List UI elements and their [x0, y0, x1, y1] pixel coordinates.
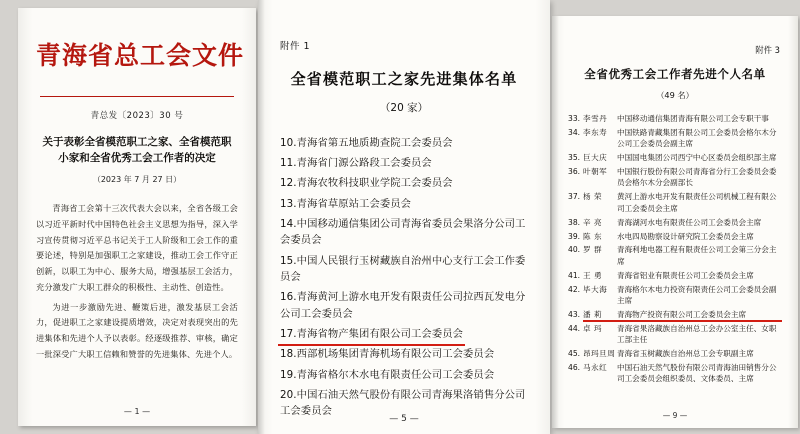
body-paragraph: 为进一步激励先进、鞭策后进，激发基层工会活力，促进职工之家建设提质增效，决定对表现突出的先进集体和先进个人予以表彰。经逐级推荐、审核，确定一批深受广大职工信赖和赞誉的先进集体、先进个人。	[36, 301, 238, 359]
left-document-page	[18, 8, 256, 426]
middle-page-title: 全省模范职工之家先进集体名单	[290, 70, 518, 88]
entry-person-name: 杨 荣	[583, 192, 603, 202]
right-page-title: 全省优秀工会工作者先进个人名单	[584, 67, 766, 81]
entry-organization: 中国铁路青藏集团有限公司工会委员会格尔木分公司工会委员会副主席	[617, 127, 777, 149]
entry-number: 43.	[568, 309, 581, 319]
list-item-label: 11.青海省门源公路段工会委员会	[280, 157, 432, 170]
right-document-page	[552, 16, 798, 428]
document-body	[36, 201, 238, 363]
entry-person-name: 毕大海	[583, 284, 608, 294]
entry-person-name: 辛 亮	[583, 217, 603, 227]
list-item	[280, 346, 528, 363]
entry-number: 39.	[568, 231, 581, 241]
masthead-divider	[40, 96, 234, 97]
table-row	[568, 362, 782, 385]
list-item	[280, 135, 528, 152]
entry-organization: 中国银行股份有限公司青海省分行工会委员会委员会格尔木分会副部长	[617, 167, 777, 188]
entry-organization: 青海省果洛藏族自治州总工会办公室主任、女职工部主任	[617, 323, 777, 345]
middle-page-number: — 5 —	[389, 414, 419, 424]
entry-organization: 青海湖河水电有限责任公司工会委员会主席	[617, 217, 762, 227]
table-row	[568, 152, 782, 163]
list-item-label: 16.青海黄河上游水电开发有限责任公司拉西瓦发电分公司工会委员会	[280, 291, 526, 321]
entry-person-name: 叶朝军	[583, 167, 608, 177]
middle-document-page	[258, 0, 550, 434]
entry-organization: 青海省铝业有限责任公司工会委员会主席	[617, 270, 754, 280]
middle-page-subtitle: （20 家）	[379, 102, 429, 114]
document-number: 青总发〔2023〕30 号	[90, 110, 184, 121]
list-item-label: 13.青海省草原站工会委员会	[280, 197, 412, 210]
entry-person-name: 巨大庆	[583, 153, 608, 163]
document-title-line-1: 关于表彰全省模范职工之家、全省模范职	[42, 135, 232, 148]
red-underline-mark	[617, 320, 782, 321]
entry-organization: 中国移动通信集团青海有限公司工会专职干事	[617, 114, 769, 123]
list-item-label: 14.中国移动通信集团公司青海省委员会果洛分公司工会委员会	[280, 217, 526, 247]
collective-honor-list	[280, 135, 528, 420]
list-item-label: 15.中国人民银行玉树藏族自治州中心支行工会工作委员会	[280, 254, 526, 284]
list-item-label: 17.青海省物产集团有限公司工会委员会	[280, 326, 463, 343]
list-item-label: 10.青海省第五地质勘查院工会委员会	[280, 137, 453, 149]
list-item	[280, 175, 528, 192]
entry-person-name: 李东寿	[583, 127, 608, 137]
masthead-title: 青海省总工会文件	[36, 41, 245, 70]
list-item	[280, 196, 528, 213]
individual-honor-list	[568, 113, 782, 385]
entry-number: 42.	[568, 284, 581, 294]
entry-organization: 水电四局勘察设计研究院工会委员会主席	[617, 231, 754, 241]
entry-organization: 青海省玉树藏族自治州总工会专职副主席	[617, 349, 754, 359]
attachment-label: 附件 1	[280, 41, 311, 52]
entry-organization: 青海利地电器工程有限责任公司工会第三分会主席	[617, 245, 777, 266]
table-row	[568, 270, 782, 281]
entry-person-name: 潘 莉	[583, 309, 617, 320]
entry-number: 44.	[568, 323, 581, 333]
list-item	[280, 253, 528, 286]
entry-organization: 青海物产投资有限公司工会委员会主席	[617, 309, 782, 320]
document-date: （2023 年 7 月 27 日）	[92, 175, 182, 185]
list-item-label: 12.青海农牧科技职业学院工会委员会	[280, 177, 453, 190]
entry-person-name: 陈 东	[583, 231, 603, 241]
entry-organization: 黄河上游水电开发有限责任公司机械工程有限公司工会委员会主席	[617, 192, 777, 213]
list-item	[280, 289, 528, 322]
table-row	[568, 166, 782, 189]
document-title	[36, 134, 238, 167]
list-item	[280, 367, 528, 384]
list-item	[280, 216, 528, 249]
entry-number: 40.	[568, 245, 581, 255]
entry-person-name: 李雪丹	[583, 114, 608, 123]
entry-number: 37.	[568, 192, 581, 202]
list-item-label: 18.西部机场集团青海机场有限公司工会委员会	[280, 348, 495, 361]
entry-organization: 青海格尔木电力投资有限责任公司工会委员会副主席	[617, 284, 777, 305]
table-row	[568, 323, 782, 346]
entry-person-name: 马永红	[583, 362, 608, 372]
table-row	[568, 244, 782, 267]
left-page-number: — 1 —	[123, 407, 151, 416]
entry-number: 36.	[568, 167, 581, 177]
attachment-label: 附件 3	[755, 45, 780, 55]
list-item-label: 19.青海省格尔木水电有限责任公司工会委员会	[280, 368, 495, 381]
entry-number: 46.	[568, 362, 581, 372]
table-row	[568, 191, 782, 214]
entry-organization: 中国石油天然气股份有限公司青海油田销售分公司工会委员会组织委员、文体委员、主席	[617, 362, 777, 384]
right-page-subtitle: （49 名）	[656, 90, 694, 100]
table-row	[568, 348, 782, 359]
entry-number: 33.	[568, 114, 581, 123]
entry-person-name: 昂玛旦周	[583, 349, 616, 359]
entry-number: 45.	[568, 349, 581, 359]
table-row	[568, 127, 782, 150]
list-item	[280, 155, 528, 172]
entry-organization: 中国国电集团公司西宁中心区委员会组织部主席	[617, 153, 777, 163]
entry-person-name: 卓 玛	[583, 323, 603, 333]
red-underline-mark	[583, 320, 617, 321]
table-row	[568, 284, 782, 307]
list-item-label: 20.中国石油天然气股份有限公司青海果洛销售分公司工会委员会	[280, 388, 526, 418]
table-row-highlighted	[568, 309, 782, 320]
right-page-number: — 9 —	[662, 411, 688, 420]
body-paragraph: 青海省工会第十三次代表大会以来，全省各级工会以习近平新时代中国特色社会主义思想为指导，深入学习宣传贯彻习近平总书记关于工人阶级和工会工作的重要论述，特别是加强职工之家建设，推动工会工作守正创新，以职工为中心、服务大局，增强基层工会活力，充分激发广大职工群众的积极性、主动性、创造性。	[36, 203, 238, 292]
list-item-highlighted	[280, 326, 528, 343]
entry-number: 34.	[568, 127, 581, 137]
table-row	[568, 217, 782, 228]
table-row	[568, 113, 782, 124]
entry-person-name: 罗 群	[583, 245, 603, 255]
entry-number: 35.	[568, 153, 581, 163]
table-row	[568, 231, 782, 242]
document-title-line-2: 小家和全省优秀工会工作者的决定	[58, 151, 216, 164]
entry-number: 38.	[568, 217, 581, 227]
entry-person-name: 王 勇	[583, 270, 603, 280]
entry-number: 41.	[568, 270, 581, 280]
